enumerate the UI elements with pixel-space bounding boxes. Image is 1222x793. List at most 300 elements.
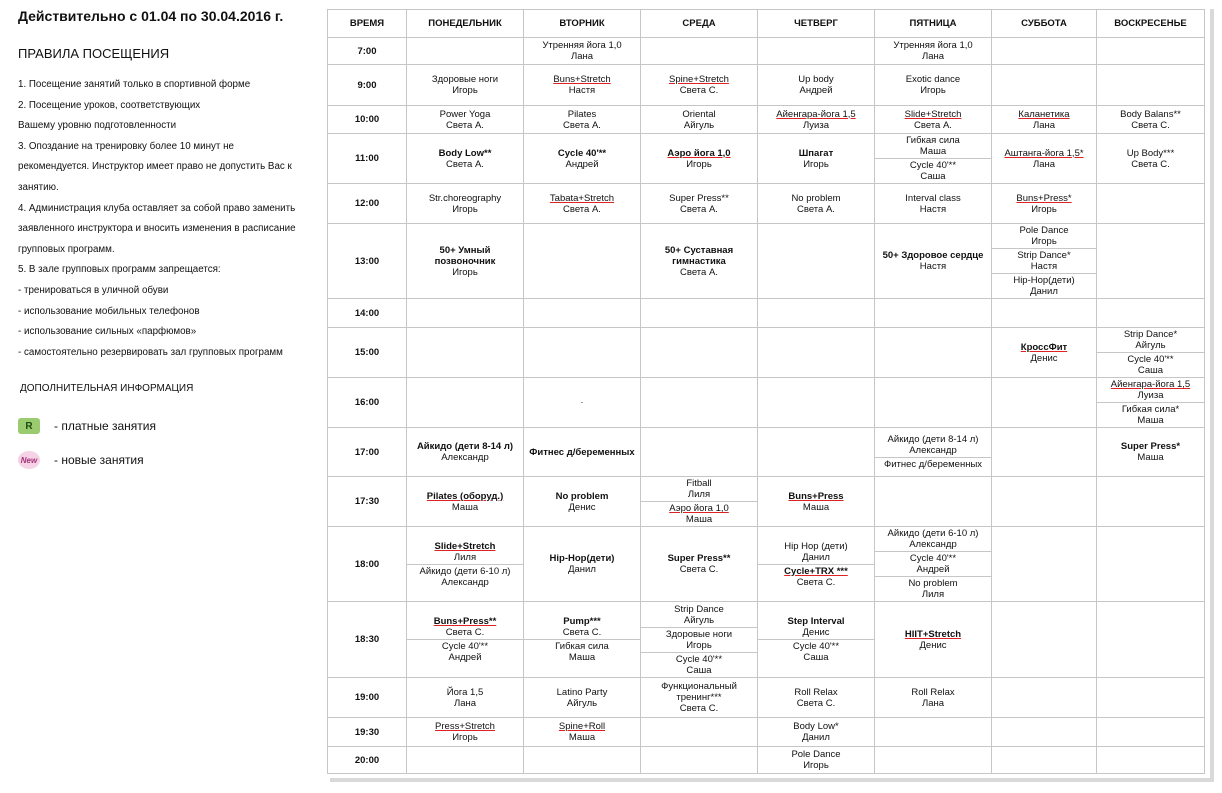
- class-entry[interactable]: [1097, 378, 1204, 402]
- class-entry[interactable]: [641, 477, 757, 501]
- time-cell: 13:00: [328, 224, 407, 299]
- class-name: Айкидо (дети 8-14 л): [416, 441, 514, 452]
- schedule-cell: [1097, 378, 1205, 428]
- class-name: Каланетика: [1018, 108, 1070, 120]
- schedule-cell: [875, 134, 992, 184]
- schedule-cell: [875, 428, 992, 477]
- class-entry[interactable]: [992, 248, 1096, 273]
- instructor-name: Света С.: [1131, 119, 1170, 131]
- class-name: Hip Hop (дети): [784, 540, 848, 552]
- class-entry[interactable]: [641, 108, 757, 132]
- class-entry[interactable]: [407, 720, 523, 744]
- class-entry[interactable]: [875, 158, 991, 183]
- schedule-cell: [875, 477, 992, 527]
- class-entry[interactable]: [875, 73, 991, 97]
- class-entry[interactable]: [875, 249, 991, 273]
- instructor-name: Игорь: [452, 203, 478, 215]
- class-entry[interactable]: [992, 224, 1096, 248]
- time-cell: 20:00: [328, 747, 407, 774]
- class-entry[interactable]: [407, 192, 523, 216]
- schedule-cell: [641, 184, 758, 224]
- schedule-cell: [992, 602, 1097, 678]
- class-entry[interactable]: [524, 396, 640, 409]
- instructor-name: Маша: [685, 514, 713, 525]
- class-entry[interactable]: [407, 440, 523, 464]
- time-cell: 19:00: [328, 678, 407, 718]
- instructor-name: Лана: [921, 697, 945, 709]
- instructor-name: Настя: [919, 261, 947, 272]
- schedule-cell: [875, 527, 992, 602]
- class-entry[interactable]: [407, 615, 523, 639]
- schedule-cell: [992, 328, 1097, 378]
- time-cell: 19:30: [328, 718, 407, 747]
- schedule-cell: [524, 224, 641, 299]
- class-entry[interactable]: [992, 273, 1096, 298]
- schedule-cell: [524, 678, 641, 718]
- schedule-cell: [875, 747, 992, 774]
- class-entry[interactable]: [758, 540, 874, 564]
- schedule-cell: [875, 718, 992, 747]
- class-name: Гибкая сила: [906, 135, 960, 146]
- class-name: 50+ Суставная гимнастика: [664, 244, 734, 267]
- class-entry[interactable]: [641, 652, 757, 677]
- class-entry[interactable]: [407, 244, 523, 279]
- class-entry[interactable]: [641, 627, 757, 652]
- class-entry[interactable]: [875, 686, 991, 710]
- class-name: No problem: [908, 578, 958, 589]
- class-name: Pole Dance: [1019, 225, 1069, 236]
- class-entry[interactable]: [992, 108, 1096, 132]
- class-entry[interactable]: [407, 540, 523, 564]
- schedule-cell: [758, 527, 875, 602]
- class-name: Strip Dance: [674, 603, 724, 615]
- schedule-cell: [524, 328, 641, 378]
- instructor-name: Игорь: [1031, 203, 1057, 215]
- class-name: Pump***: [563, 616, 601, 627]
- class-name: Аэро йога 1,0: [669, 503, 729, 514]
- schedule-cell: [407, 718, 524, 747]
- class-entry[interactable]: [758, 147, 874, 171]
- class-entry[interactable]: [875, 527, 991, 551]
- class-name: Str.choreography: [428, 192, 502, 204]
- header-day: СРЕДА: [641, 10, 758, 38]
- schedule-cell: [1097, 38, 1205, 65]
- instructor-name: Денис: [802, 627, 830, 638]
- instructor-name: Света С.: [1131, 158, 1170, 170]
- time-cell: 16:00: [328, 378, 407, 428]
- class-entry[interactable]: [992, 192, 1096, 216]
- schedule-cell: [1097, 299, 1205, 328]
- class-entry[interactable]: [524, 615, 640, 639]
- time-cell: 14:00: [328, 299, 407, 328]
- schedule-cell: [992, 38, 1097, 65]
- class-entry[interactable]: [641, 73, 757, 97]
- class-entry[interactable]: [1097, 108, 1204, 132]
- paid-class-label: - платные занятия: [54, 419, 156, 434]
- schedule-cell: [875, 678, 992, 718]
- instructor-name: Маша: [568, 652, 596, 663]
- instructor-name: Денис: [568, 501, 596, 513]
- instructor-name: Света С.: [679, 85, 719, 96]
- rule-line: 5. В зале групповых программ запрещается:: [18, 264, 221, 276]
- class-name: КроссФит: [1020, 341, 1068, 353]
- class-entry[interactable]: [758, 720, 874, 744]
- schedule-row: [328, 38, 1205, 65]
- class-entry[interactable]: [875, 576, 991, 601]
- new-class-icon: New: [18, 451, 40, 469]
- schedule-cell: [992, 65, 1097, 106]
- schedule-row: [328, 718, 1205, 747]
- instructor-name: Данил: [568, 564, 596, 575]
- class-name: Айкидо (дети 8-14 л): [887, 434, 979, 445]
- schedule-cell: [758, 299, 875, 328]
- instructor-name: Саша: [1137, 365, 1164, 376]
- time-cell: 17:00: [328, 428, 407, 477]
- schedule-cell: [992, 747, 1097, 774]
- instructor-name: Данил: [802, 732, 830, 743]
- schedule-cell: [641, 378, 758, 428]
- class-name: HIIT+Stretch: [904, 628, 962, 640]
- class-entry[interactable]: [758, 615, 874, 639]
- instructor-name: Света С.: [679, 564, 719, 575]
- schedule-cell: [524, 378, 641, 428]
- class-name: Slide+Stretch: [434, 540, 496, 552]
- schedule-cell: [641, 38, 758, 65]
- schedule-cell: [1097, 224, 1205, 299]
- instructor-name: Игорь: [452, 266, 478, 278]
- schedule-cell: [992, 299, 1097, 328]
- schedule-cell: [992, 678, 1097, 718]
- class-entry[interactable]: [641, 147, 757, 171]
- instructor-name: Лиля: [453, 551, 477, 563]
- instructor-name: Настя: [1030, 261, 1058, 272]
- class-entry[interactable]: [1097, 402, 1204, 427]
- class-name: Айкидо (дети 6-10 л): [887, 528, 979, 539]
- class-entry[interactable]: [875, 39, 991, 63]
- rule-line: - использование мобильных телефонов: [18, 305, 200, 317]
- class-entry[interactable]: [758, 73, 874, 97]
- schedule-cell: [524, 428, 641, 477]
- instructor-name: Александр: [909, 539, 957, 550]
- schedule-cell: [1097, 65, 1205, 106]
- class-entry[interactable]: [641, 680, 757, 715]
- schedule-cell: [758, 428, 875, 477]
- class-entry[interactable]: [524, 720, 640, 744]
- class-entry[interactable]: [407, 108, 523, 132]
- instructor-name: Света С.: [445, 627, 485, 638]
- schedule-cell: [641, 299, 758, 328]
- schedule-cell: [875, 184, 992, 224]
- rule-line: - самостоятельно резервировать зал групповых программ: [18, 346, 283, 358]
- class-name: Cycle 40'**: [792, 641, 840, 652]
- schedule-cell: [641, 678, 758, 718]
- rule-line: занятию.: [18, 181, 59, 193]
- class-entry[interactable]: [875, 108, 991, 132]
- instructor-name: Света А.: [563, 203, 601, 215]
- schedule-row: [328, 134, 1205, 184]
- class-name: Pilates: [567, 108, 597, 120]
- class-entry[interactable]: [1097, 352, 1204, 377]
- instructor-name: Саша: [920, 171, 946, 182]
- schedule-header: [328, 10, 1205, 38]
- instructor-name: Света С.: [796, 576, 836, 588]
- instructor-name: Луиза: [802, 119, 830, 131]
- schedule-cell: [1097, 328, 1205, 378]
- class-name: Hip-Hop(дети): [1013, 275, 1075, 286]
- schedule-row: [328, 602, 1205, 678]
- instructor-name: Света А.: [914, 119, 952, 131]
- class-entry[interactable]: [524, 192, 640, 216]
- class-entry[interactable]: [641, 244, 757, 279]
- time-cell: 11:00: [328, 134, 407, 184]
- schedule-cell: [641, 328, 758, 378]
- schedule-cell: [524, 299, 641, 328]
- class-name: Buns+Press*: [1016, 192, 1072, 204]
- schedule-cell: [758, 678, 875, 718]
- class-name: Spine+Roll: [558, 721, 606, 732]
- schedule-cell: [407, 38, 524, 65]
- class-entry[interactable]: [875, 134, 991, 158]
- rule-line: групповых программ.: [18, 243, 115, 255]
- schedule-cell: [641, 718, 758, 747]
- time-cell: 15:00: [328, 328, 407, 378]
- instructor-name: Игорь: [686, 639, 712, 651]
- schedule-cell: [875, 38, 992, 65]
- class-name: Фитнес д/беременных: [529, 446, 635, 458]
- class-name: Айенгара-йога 1,5: [776, 108, 856, 120]
- class-entry[interactable]: [524, 552, 640, 576]
- instructor-name: Игорь: [803, 760, 829, 771]
- schedule-cell: [992, 106, 1097, 134]
- schedule-cell: [641, 106, 758, 134]
- class-entry[interactable]: [875, 457, 991, 471]
- schedule-cell: [758, 718, 875, 747]
- page-shadow-right: [1210, 9, 1214, 779]
- schedule-cell: [1097, 718, 1205, 747]
- rules-title: ПРАВИЛА ПОСЕЩЕНИЯ: [18, 46, 170, 61]
- class-name: Up Body***: [1126, 147, 1175, 159]
- schedule-cell: [641, 428, 758, 477]
- class-entry[interactable]: [524, 39, 640, 63]
- schedule-cell: [758, 38, 875, 65]
- class-entry[interactable]: [641, 603, 757, 627]
- class-name: Interval class: [905, 192, 961, 204]
- class-name: Pole Dance: [791, 749, 841, 760]
- class-entry[interactable]: [758, 108, 874, 132]
- schedule-cell: [1097, 428, 1205, 477]
- instructor-name: Света А.: [446, 119, 484, 131]
- class-entry[interactable]: [407, 639, 523, 664]
- instructor-name: Андрей: [448, 652, 482, 663]
- instructor-name: Данил: [1030, 286, 1058, 297]
- class-entry[interactable]: [407, 490, 523, 514]
- class-entry[interactable]: [758, 639, 874, 664]
- class-entry[interactable]: [524, 686, 640, 710]
- class-name: Cycle 40'**: [909, 160, 957, 171]
- class-name: Super Press**: [667, 553, 731, 564]
- class-entry[interactable]: [641, 501, 757, 526]
- class-entry[interactable]: [641, 552, 757, 576]
- schedule-cell: [407, 106, 524, 134]
- schedule-cell: [407, 428, 524, 477]
- schedule-cell: [992, 477, 1097, 527]
- instructor-name: Саша: [803, 652, 829, 663]
- instructor-name: Света С.: [679, 703, 719, 714]
- rule-line: 4. Администрация клуба оставляет за собой право заменить: [18, 202, 296, 214]
- class-name: Йога 1,5: [446, 686, 484, 698]
- schedule-row: [328, 378, 1205, 428]
- schedule-cell: [524, 718, 641, 747]
- schedule-cell: [1097, 477, 1205, 527]
- class-name: Spine+Stretch: [669, 74, 729, 85]
- class-name: Утренняя йога 1,0: [542, 40, 622, 51]
- class-entry[interactable]: [875, 192, 991, 216]
- class-entry[interactable]: [407, 564, 523, 589]
- class-entry[interactable]: [524, 446, 640, 459]
- schedule-cell: [1097, 106, 1205, 134]
- schedule-cell: [641, 602, 758, 678]
- class-entry[interactable]: [758, 748, 874, 772]
- instructor-name: Настя: [568, 85, 596, 96]
- class-entry[interactable]: [875, 628, 991, 652]
- schedule-cell: [524, 65, 641, 106]
- class-name: Фитнес д/беременных: [883, 459, 983, 470]
- instructor-name: Света А.: [446, 158, 484, 170]
- schedule-cell: [407, 184, 524, 224]
- instructor-name: Света А.: [797, 203, 835, 215]
- instructor-name: Айгуль: [566, 697, 598, 709]
- instructor-name: Маша: [1137, 452, 1164, 463]
- class-entry[interactable]: [1097, 147, 1204, 171]
- class-name: Cycle 40'**: [441, 641, 489, 652]
- time-cell: 12:00: [328, 184, 407, 224]
- class-name: Айкидо (дети 6-10 л): [419, 565, 511, 577]
- class-entry[interactable]: [992, 341, 1096, 365]
- schedule-cell: [758, 602, 875, 678]
- class-entry[interactable]: [758, 192, 874, 216]
- instructor-name: Лана: [1032, 119, 1056, 131]
- schedule-cell: [407, 299, 524, 328]
- class-entry[interactable]: [524, 73, 640, 97]
- class-entry[interactable]: [1097, 440, 1204, 464]
- schedule-cell: [875, 65, 992, 106]
- schedule-cell: [875, 106, 992, 134]
- class-entry[interactable]: [641, 192, 757, 216]
- time-cell: 10:00: [328, 106, 407, 134]
- schedule-cell: [524, 38, 641, 65]
- header-day: ВОСКРЕСЕНЬЕ: [1097, 10, 1205, 38]
- class-entry[interactable]: [524, 639, 640, 664]
- schedule-cell: [758, 134, 875, 184]
- rule-line: Вашему уровню подготовленности: [18, 120, 177, 132]
- time-cell: 18:30: [328, 602, 407, 678]
- instructor-name: Света А.: [563, 119, 601, 131]
- header-day: ВТОРНИК: [524, 10, 641, 38]
- instructor-name: Александр: [909, 445, 957, 456]
- instructor-name: Света А.: [680, 203, 718, 215]
- class-entry[interactable]: [758, 564, 874, 589]
- class-name: Cycle 40'**: [557, 147, 607, 159]
- class-name: Oriental: [682, 108, 716, 120]
- legend-paid: [18, 416, 318, 436]
- schedule-cell: [641, 65, 758, 106]
- schedule-cell: [524, 602, 641, 678]
- instructor-name: Андрей: [565, 158, 599, 170]
- schedule-cell: [758, 184, 875, 224]
- class-name: Buns+Press**: [433, 616, 497, 627]
- instructor-name: Света С.: [562, 627, 602, 638]
- class-name: Аштанга-йога 1,5*: [1004, 147, 1084, 159]
- schedule-cell: [875, 299, 992, 328]
- rule-line: рекомендуется. Инструктор имеет право не допустить Вас к: [18, 161, 292, 173]
- instructor-name: Игорь: [452, 85, 478, 96]
- class-entry[interactable]: [758, 686, 874, 710]
- class-entry[interactable]: [992, 147, 1096, 171]
- schedule-cell: [407, 134, 524, 184]
- instructor-name: Данил: [802, 551, 830, 563]
- schedule-cell: [758, 477, 875, 527]
- instructor-name: Андрей: [916, 564, 950, 575]
- rule-line: 2. Посещение уроков, соответствующих: [18, 99, 201, 111]
- header-day: ПЯТНИЦА: [875, 10, 992, 38]
- instructor-name: Маша: [1137, 415, 1164, 426]
- class-entry[interactable]: [875, 433, 991, 457]
- rules-list: [18, 75, 318, 363]
- rule-line: 1. Посещение занятий только в спортивной форме: [18, 79, 251, 90]
- schedule-cell: [641, 527, 758, 602]
- class-name: Здоровые ноги: [431, 74, 499, 85]
- schedule-cell: [875, 378, 992, 428]
- instructor-name: Айгуль: [683, 614, 715, 626]
- schedule-cell: [407, 477, 524, 527]
- class-name: Cycle 40'**: [909, 553, 957, 564]
- schedule-row: [328, 184, 1205, 224]
- schedule-cell: [407, 65, 524, 106]
- class-entry[interactable]: [1097, 328, 1204, 352]
- schedule-cell: [992, 718, 1097, 747]
- schedule-cell: [407, 328, 524, 378]
- class-entry[interactable]: [407, 686, 523, 710]
- class-entry[interactable]: [407, 147, 523, 171]
- schedule-cell: [524, 184, 641, 224]
- instructor-name: Маша: [451, 501, 479, 513]
- schedule-cell: [758, 378, 875, 428]
- class-entry[interactable]: [524, 108, 640, 132]
- header-time: ВРЕМЯ: [328, 10, 407, 38]
- class-name: Fitball: [686, 478, 712, 489]
- class-name: Roll Relax: [911, 686, 955, 698]
- rule-line: - использование сильных «парфюмов»: [18, 326, 197, 338]
- class-name: Body Low**: [438, 147, 492, 159]
- schedule-row: [328, 65, 1205, 106]
- schedule-cell: [641, 224, 758, 299]
- class-entry[interactable]: [875, 551, 991, 576]
- header-day: ЧЕТВЕРГ: [758, 10, 875, 38]
- schedule-cell: [407, 747, 524, 774]
- instructor-name: Александр: [441, 452, 489, 463]
- class-name: Body Low*: [793, 721, 839, 732]
- instructor-name: Игорь: [803, 158, 829, 170]
- schedule-cell: [524, 477, 641, 527]
- schedule-row: [328, 106, 1205, 134]
- class-entry[interactable]: [758, 490, 874, 514]
- class-entry[interactable]: [524, 490, 640, 514]
- class-name: Buns+Press: [788, 490, 844, 502]
- instructor-name: Света А.: [680, 266, 718, 278]
- time-cell: 18:00: [328, 527, 407, 602]
- class-entry[interactable]: [407, 73, 523, 97]
- class-entry[interactable]: [524, 147, 640, 171]
